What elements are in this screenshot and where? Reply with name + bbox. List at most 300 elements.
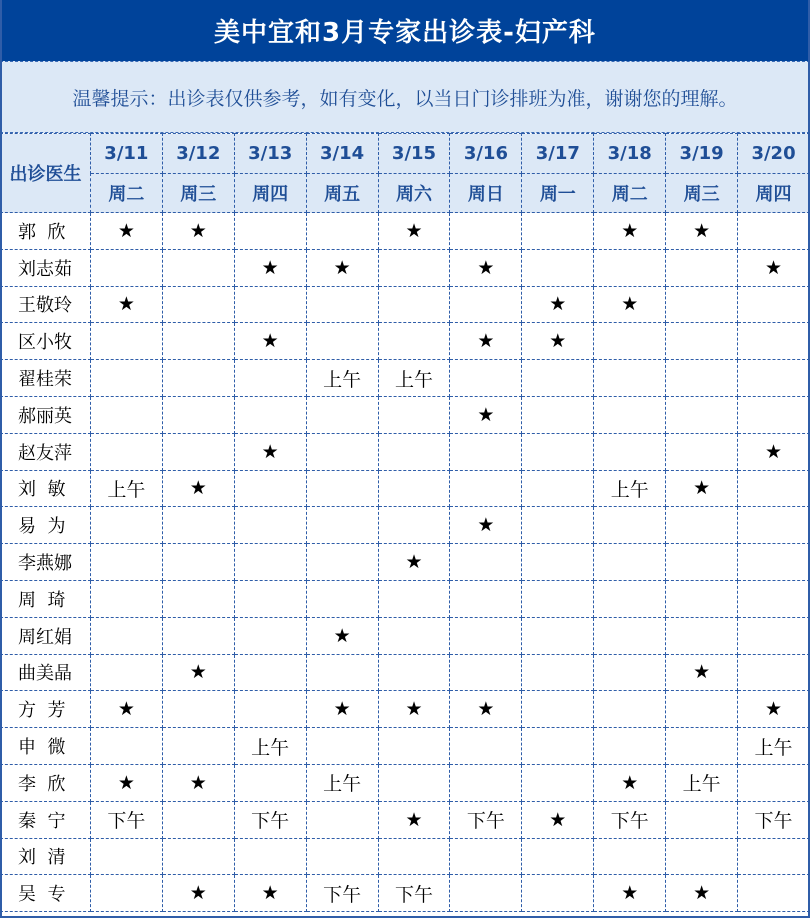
star-icon: ★ — [765, 440, 783, 463]
schedule-cell — [378, 470, 450, 507]
schedule-cell — [666, 507, 738, 544]
schedule-cell — [522, 396, 594, 433]
schedule-cell — [522, 323, 594, 360]
schedule-header — [1, 134, 810, 213]
date-header — [306, 134, 378, 174]
schedule-cell — [162, 544, 234, 581]
schedule-cell — [234, 323, 306, 360]
schedule-cell — [378, 360, 450, 397]
star-icon: ★ — [189, 882, 207, 905]
star-icon: ★ — [189, 661, 207, 684]
schedule-cell — [90, 249, 162, 286]
weekday-header — [162, 174, 234, 213]
schedule-cell — [162, 249, 234, 286]
schedule-cell — [450, 396, 522, 433]
star-icon: ★ — [477, 256, 495, 279]
weekday-header — [90, 174, 162, 213]
schedule-cell — [162, 433, 234, 470]
schedule-cell — [522, 507, 594, 544]
star-icon: ★ — [693, 219, 711, 242]
schedule-cell — [450, 323, 522, 360]
schedule-cell — [738, 360, 810, 397]
doctor-name-label: 郭 欣 — [18, 221, 66, 243]
schedule-cell — [90, 360, 162, 397]
schedule-cell — [450, 654, 522, 691]
doctor-row — [1, 249, 810, 286]
schedule-cell — [378, 213, 450, 250]
schedule-cell — [234, 213, 306, 250]
schedule-cell — [594, 728, 666, 765]
schedule-body — [1, 213, 810, 912]
star-icon: ★ — [621, 293, 639, 316]
doctor-name-label: 李燕娜 — [18, 553, 72, 575]
schedule-cell — [234, 433, 306, 470]
doctor-row — [1, 875, 810, 912]
doctor-row — [1, 507, 810, 544]
schedule-cell — [378, 617, 450, 654]
schedule-cell — [522, 433, 594, 470]
doctor-name-label: 李 欣 — [18, 773, 66, 795]
schedule-cell — [162, 801, 234, 838]
star-icon: ★ — [621, 771, 639, 794]
schedule-cell — [234, 470, 306, 507]
schedule-cell — [522, 544, 594, 581]
doctor-name-label: 周 琦 — [18, 589, 66, 611]
schedule-cell — [90, 838, 162, 875]
schedule-cell — [450, 213, 522, 250]
schedule-cell — [666, 801, 738, 838]
star-icon: ★ — [693, 882, 711, 905]
schedule-cell — [90, 617, 162, 654]
doctor-row — [1, 544, 810, 581]
schedule-cell — [234, 728, 306, 765]
doctor-name-label: 申 微 — [18, 737, 66, 759]
schedule-cell — [522, 838, 594, 875]
star-icon: ★ — [405, 808, 423, 831]
schedule-cell — [306, 617, 378, 654]
schedule-cell — [594, 249, 666, 286]
schedule-cell — [378, 580, 450, 617]
doctor-row — [1, 323, 810, 360]
date-header — [234, 134, 306, 174]
schedule-cell — [90, 691, 162, 728]
schedule-cell — [738, 286, 810, 323]
schedule-cell — [738, 764, 810, 801]
doctor-name-label: 区小牧 — [18, 332, 72, 354]
doctor-name — [1, 764, 91, 801]
schedule-cell — [306, 728, 378, 765]
notice-text: 温馨提示：出诊表仅供参考，如有变化，以当日门诊排班为准，谢谢您的理解。 — [72, 87, 738, 110]
schedule-cell — [162, 875, 234, 912]
schedule-cell — [738, 433, 810, 470]
star-icon: ★ — [477, 403, 495, 426]
schedule-cell — [450, 360, 522, 397]
schedule-cell — [306, 360, 378, 397]
schedule-cell — [594, 396, 666, 433]
shift-label: 下午 — [610, 810, 649, 833]
schedule-cell — [90, 875, 162, 912]
schedule-cell — [594, 507, 666, 544]
shift-label: 上午 — [323, 773, 362, 796]
doctor-row — [1, 396, 810, 433]
schedule-cell — [162, 507, 234, 544]
schedule-cell — [234, 801, 306, 838]
doctor-row — [1, 654, 810, 691]
schedule-cell — [162, 764, 234, 801]
schedule-cell — [522, 286, 594, 323]
schedule-cell — [234, 580, 306, 617]
star-icon: ★ — [621, 219, 639, 242]
schedule-cell — [666, 875, 738, 912]
schedule-table — [0, 133, 810, 912]
date-header — [738, 134, 810, 174]
star-icon: ★ — [117, 219, 135, 242]
star-icon: ★ — [117, 698, 135, 721]
star-icon: ★ — [765, 698, 783, 721]
schedule-cell — [378, 433, 450, 470]
doctor-name — [1, 507, 91, 544]
schedule-cell — [450, 433, 522, 470]
date-header — [378, 134, 450, 174]
schedule-cell — [666, 360, 738, 397]
schedule-cell — [234, 691, 306, 728]
schedule-cell — [162, 580, 234, 617]
doctor-name — [1, 728, 91, 765]
schedule-cell — [378, 544, 450, 581]
schedule-cell — [594, 470, 666, 507]
doctor-name — [1, 654, 91, 691]
schedule-cell — [378, 838, 450, 875]
star-icon: ★ — [261, 330, 279, 353]
doctor-name — [1, 433, 91, 470]
doctor-name-label: 吴 专 — [18, 884, 66, 906]
schedule-cell — [738, 396, 810, 433]
schedule-cell — [666, 433, 738, 470]
schedule-cell — [234, 838, 306, 875]
doctor-name — [1, 360, 91, 397]
schedule-cell — [162, 691, 234, 728]
date-header-label: 3/13 — [248, 143, 293, 164]
star-icon: ★ — [333, 256, 351, 279]
schedule-cell — [450, 838, 522, 875]
schedule-cell — [234, 617, 306, 654]
schedule-cell — [162, 323, 234, 360]
schedule-cell — [738, 617, 810, 654]
schedule-cell — [90, 801, 162, 838]
weekday-header-label: 周日 — [467, 184, 504, 205]
shift-label: 下午 — [107, 810, 146, 833]
schedule-cell — [450, 470, 522, 507]
star-icon: ★ — [189, 771, 207, 794]
schedule-cell — [378, 286, 450, 323]
schedule-cell — [234, 544, 306, 581]
doctor-name-label: 易 为 — [18, 516, 66, 538]
date-header-label: 3/12 — [176, 143, 221, 164]
shift-label: 上午 — [251, 736, 290, 759]
schedule-cell — [162, 617, 234, 654]
doctor-name — [1, 801, 91, 838]
schedule-cell — [522, 654, 594, 691]
date-header — [594, 134, 666, 174]
doctor-name — [1, 875, 91, 912]
weekday-header — [234, 174, 306, 213]
date-header-label: 3/14 — [320, 143, 365, 164]
star-icon: ★ — [549, 330, 567, 353]
schedule-cell — [666, 838, 738, 875]
schedule-cell — [90, 433, 162, 470]
star-icon: ★ — [333, 698, 351, 721]
schedule-cell — [522, 580, 594, 617]
schedule-cell — [162, 838, 234, 875]
shift-label: 上午 — [610, 478, 649, 501]
schedule-cell — [522, 691, 594, 728]
schedule-cell — [378, 764, 450, 801]
star-icon: ★ — [765, 256, 783, 279]
shift-label: 上午 — [394, 368, 433, 391]
schedule-cell — [306, 875, 378, 912]
doctor-name-label: 周红娟 — [18, 626, 72, 648]
schedule-cell — [378, 801, 450, 838]
schedule-cell — [522, 617, 594, 654]
shift-label: 下午 — [323, 883, 362, 906]
schedule-cell — [522, 213, 594, 250]
doctor-name-label: 赵友萍 — [18, 442, 72, 464]
schedule-cell — [666, 249, 738, 286]
schedule-cell — [594, 213, 666, 250]
schedule-cell — [162, 396, 234, 433]
schedule-cell — [378, 507, 450, 544]
star-icon: ★ — [405, 551, 423, 574]
weekday-header-label: 周二 — [611, 184, 648, 205]
schedule-cell — [594, 617, 666, 654]
star-icon: ★ — [693, 477, 711, 500]
schedule-cell — [666, 396, 738, 433]
schedule-cell — [450, 249, 522, 286]
schedule-cell — [522, 470, 594, 507]
schedule-cell — [306, 323, 378, 360]
page-title — [0, 0, 810, 61]
schedule-cell — [306, 764, 378, 801]
date-header — [666, 134, 738, 174]
weekday-header — [594, 174, 666, 213]
doctor-column-header-label: 出诊医生 — [9, 164, 82, 185]
schedule-cell — [522, 728, 594, 765]
schedule-cell — [522, 249, 594, 286]
schedule-cell — [162, 470, 234, 507]
star-icon: ★ — [477, 514, 495, 537]
shift-label: 下午 — [754, 810, 793, 833]
schedule-cell — [594, 654, 666, 691]
star-icon: ★ — [333, 624, 351, 647]
schedule-cell — [90, 764, 162, 801]
doctor-name — [1, 470, 91, 507]
schedule-cell — [90, 654, 162, 691]
schedule-cell — [738, 875, 810, 912]
schedule-cell — [738, 544, 810, 581]
star-icon: ★ — [405, 219, 423, 242]
schedule-cell — [738, 213, 810, 250]
star-icon: ★ — [261, 882, 279, 905]
schedule-cell — [666, 580, 738, 617]
weekday-header — [450, 174, 522, 213]
schedule-cell — [522, 875, 594, 912]
weekday-header — [306, 174, 378, 213]
schedule-cell — [378, 396, 450, 433]
schedule-cell — [738, 249, 810, 286]
doctor-row — [1, 728, 810, 765]
schedule-cell — [162, 728, 234, 765]
schedule-cell — [594, 323, 666, 360]
star-icon: ★ — [693, 661, 711, 684]
schedule-cell — [666, 213, 738, 250]
date-header — [90, 134, 162, 174]
shift-label: 下午 — [394, 883, 433, 906]
star-icon: ★ — [117, 293, 135, 316]
weekday-header-label: 周四 — [252, 184, 289, 205]
doctor-name-label: 曲美晶 — [18, 663, 72, 685]
schedule-cell — [90, 323, 162, 360]
schedule-cell — [306, 801, 378, 838]
date-header-label: 3/18 — [607, 143, 652, 164]
schedule-cell — [594, 433, 666, 470]
schedule-cell — [522, 360, 594, 397]
schedule-cell — [162, 654, 234, 691]
date-header-label: 3/17 — [535, 143, 580, 164]
schedule-cell — [234, 360, 306, 397]
schedule-cell — [594, 286, 666, 323]
doctor-name — [1, 249, 91, 286]
schedule-cell — [594, 360, 666, 397]
schedule-cell — [666, 764, 738, 801]
schedule-cell — [234, 764, 306, 801]
schedule-cell — [594, 580, 666, 617]
schedule-cell — [378, 323, 450, 360]
weekday-header-label: 周三 — [683, 184, 720, 205]
schedule-cell — [666, 286, 738, 323]
doctor-name — [1, 396, 91, 433]
schedule-cell — [450, 286, 522, 323]
doctor-name-label: 方 芳 — [18, 700, 66, 722]
weekday-header-label: 周二 — [108, 184, 145, 205]
date-header — [450, 134, 522, 174]
date-header — [162, 134, 234, 174]
doctor-name — [1, 286, 91, 323]
schedule-cell — [594, 764, 666, 801]
date-header-row — [1, 134, 810, 174]
shift-label: 下午 — [466, 810, 505, 833]
star-icon: ★ — [189, 219, 207, 242]
schedule-cell — [450, 580, 522, 617]
schedule-cell — [162, 360, 234, 397]
schedule-cell — [666, 728, 738, 765]
schedule-cell — [522, 801, 594, 838]
doctor-name — [1, 544, 91, 581]
star-icon: ★ — [189, 477, 207, 500]
star-icon: ★ — [405, 698, 423, 721]
schedule-cell — [738, 323, 810, 360]
schedule-cell — [306, 654, 378, 691]
schedule-cell — [306, 507, 378, 544]
schedule-cell — [234, 249, 306, 286]
schedule-cell — [234, 654, 306, 691]
date-header-label: 3/19 — [679, 143, 724, 164]
schedule-cell — [594, 838, 666, 875]
schedule-cell — [378, 875, 450, 912]
schedule-cell — [450, 617, 522, 654]
schedule-cell — [378, 691, 450, 728]
schedule-cell — [738, 728, 810, 765]
schedule-cell — [738, 838, 810, 875]
schedule-cell — [594, 875, 666, 912]
shift-label: 上午 — [107, 478, 146, 501]
doctor-row — [1, 691, 810, 728]
doctor-name-label: 刘 清 — [18, 847, 66, 869]
schedule-cell — [90, 544, 162, 581]
weekday-header — [522, 174, 594, 213]
schedule-cell — [522, 764, 594, 801]
schedule-cell — [90, 728, 162, 765]
schedule-cell — [666, 323, 738, 360]
date-header-label: 3/11 — [104, 143, 149, 164]
star-icon: ★ — [549, 808, 567, 831]
doctor-column-header — [1, 134, 91, 213]
doctor-name-label: 刘志茹 — [18, 258, 72, 280]
doctor-row — [1, 580, 810, 617]
schedule-cell — [378, 249, 450, 286]
schedule-cell — [738, 801, 810, 838]
star-icon: ★ — [621, 882, 639, 905]
star-icon: ★ — [549, 293, 567, 316]
schedule-cell — [666, 617, 738, 654]
weekday-header — [378, 174, 450, 213]
schedule-cell — [594, 801, 666, 838]
doctor-row — [1, 433, 810, 470]
weekday-header — [738, 174, 810, 213]
doctor-name — [1, 617, 91, 654]
schedule-cell — [306, 433, 378, 470]
page-title-text: 美中宜和3月专家出诊表-妇产科 — [214, 18, 596, 48]
schedule-cell — [450, 507, 522, 544]
doctor-name-label: 翟桂荣 — [18, 369, 72, 391]
star-icon: ★ — [477, 330, 495, 353]
schedule-cell — [234, 507, 306, 544]
weekday-header-label: 周四 — [755, 184, 792, 205]
doctor-name-label: 郝丽英 — [18, 405, 72, 427]
schedule-cell — [594, 544, 666, 581]
schedule-cell — [738, 580, 810, 617]
schedule-cell — [306, 838, 378, 875]
weekday-header-row — [1, 174, 810, 213]
schedule-cell — [234, 286, 306, 323]
schedule-cell — [738, 654, 810, 691]
schedule-cell — [666, 691, 738, 728]
schedule-cell — [90, 213, 162, 250]
schedule-cell — [306, 691, 378, 728]
schedule-cell — [306, 544, 378, 581]
weekday-header — [666, 174, 738, 213]
doctor-name — [1, 691, 91, 728]
schedule-cell — [666, 654, 738, 691]
schedule-cell — [162, 286, 234, 323]
schedule-cell — [666, 544, 738, 581]
date-header-label: 3/15 — [391, 143, 437, 164]
doctor-row — [1, 360, 810, 397]
schedule-cell — [450, 691, 522, 728]
star-icon: ★ — [261, 440, 279, 463]
schedule-cell — [378, 654, 450, 691]
schedule-cell — [450, 728, 522, 765]
doctor-row — [1, 213, 810, 250]
